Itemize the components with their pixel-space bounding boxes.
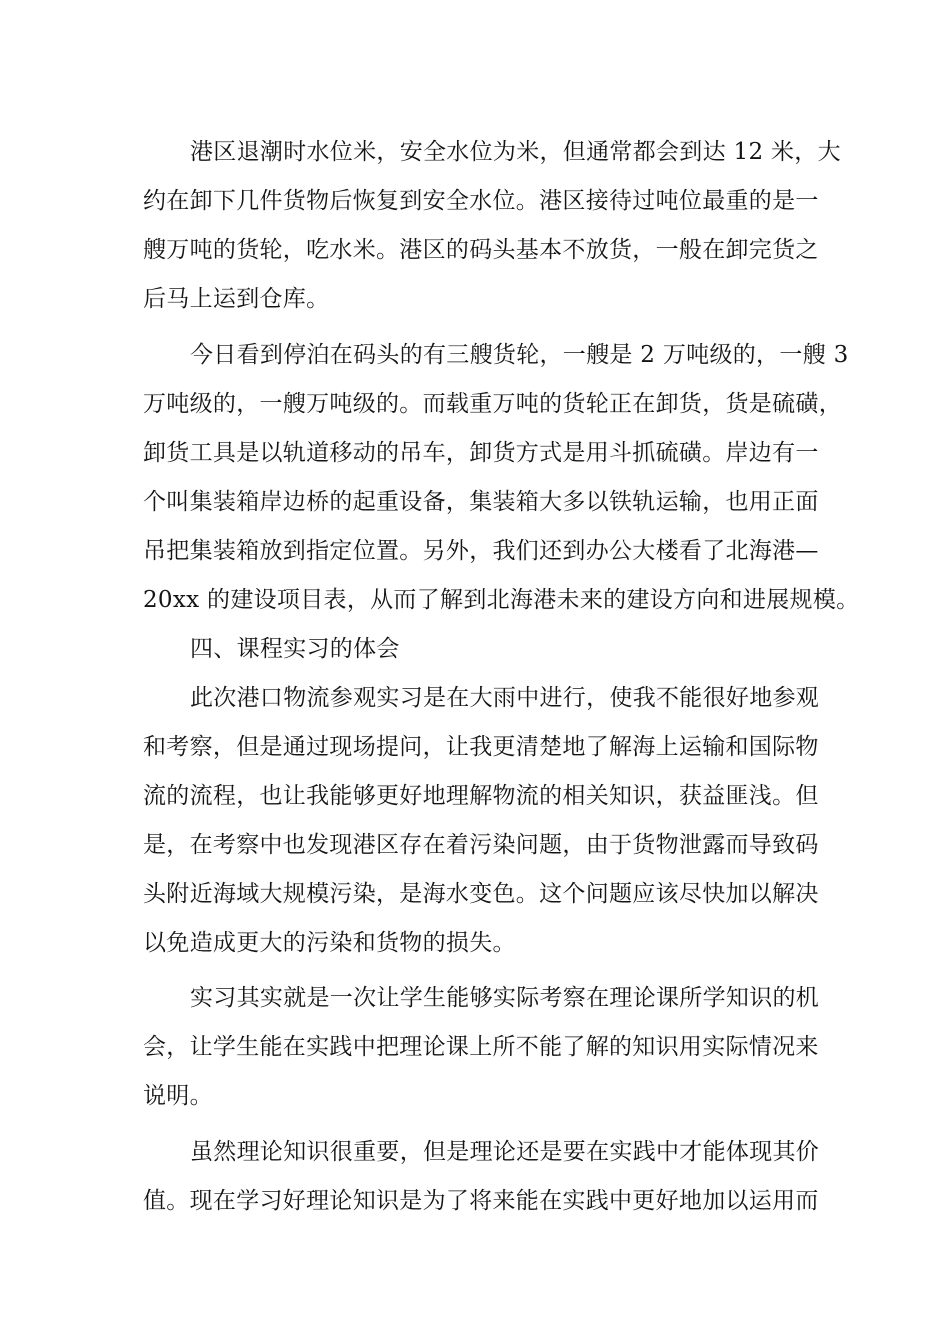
text-line: 和考察，但是通过现场提问，让我更清楚地了解海上运输和国际物 xyxy=(143,734,819,760)
text-line: 以免造成更大的污染和货物的损失。 xyxy=(143,930,516,956)
text-line: 个叫集装箱岸边桥的起重设备，集装箱大多以铁轨运输，也用正面 xyxy=(143,489,819,515)
text-line: 虽然理论知识很重要，但是理论还是要在实践中才能体现其价 xyxy=(190,1139,820,1165)
text-line: 港区退潮时水位米，安全水位为米，但通常都会到达 12 米，大 xyxy=(190,139,841,165)
text-line: 流的流程，也让我能够更好地理解物流的相关知识，获益匪浅。但 xyxy=(143,783,819,809)
text-line: 是，在考察中也发现港区存在着污染问题，由于货物泄露而导致码 xyxy=(143,832,819,858)
text-line: 20xx 的建设项目表，从而了解到北海港未来的建设方向和进展规模。 xyxy=(143,587,860,613)
text-line: 实习其实就是一次让学生能够实际考察在理论课所学知识的机 xyxy=(190,985,820,1011)
text-line: 艘万吨的货轮，吃水米。港区的码头基本不放货，一般在卸完货之 xyxy=(143,237,819,263)
text-line: 后马上运到仓库。 xyxy=(143,286,330,312)
text-line: 此次港口物流参观实习是在大雨中进行，使我不能很好地参观 xyxy=(190,685,820,711)
text-line: 今日看到停泊在码头的有三艘货轮，一艘是 2 万吨级的，一艘 3 xyxy=(190,342,849,368)
text-line: 会，让学生能在实践中把理论课上所不能了解的知识用实际情况来 xyxy=(143,1034,819,1060)
text-line: 卸货工具是以轨道移动的吊车，卸货方式是用斗抓硫磺。岸边有一 xyxy=(143,440,819,466)
text-line: 约在卸下几件货物后恢复到安全水位。港区接待过吨位最重的是一 xyxy=(143,188,819,214)
text-line: 说明。 xyxy=(143,1083,213,1109)
text-line: 头附近海域大规模污染，是海水变色。这个问题应该尽快加以解决 xyxy=(143,881,819,907)
text-line: 吊把集装箱放到指定位置。另外，我们还到办公大楼看了北海港— xyxy=(143,538,819,564)
text-line: 万吨级的，一艘万吨级的。而载重万吨的货轮正在卸货，货是硫磺， xyxy=(143,391,842,417)
section-heading: 四、课程实习的体会 xyxy=(190,636,400,662)
text-line: 值。现在学习好理论知识是为了将来能在实践中更好地加以运用而 xyxy=(143,1188,819,1214)
